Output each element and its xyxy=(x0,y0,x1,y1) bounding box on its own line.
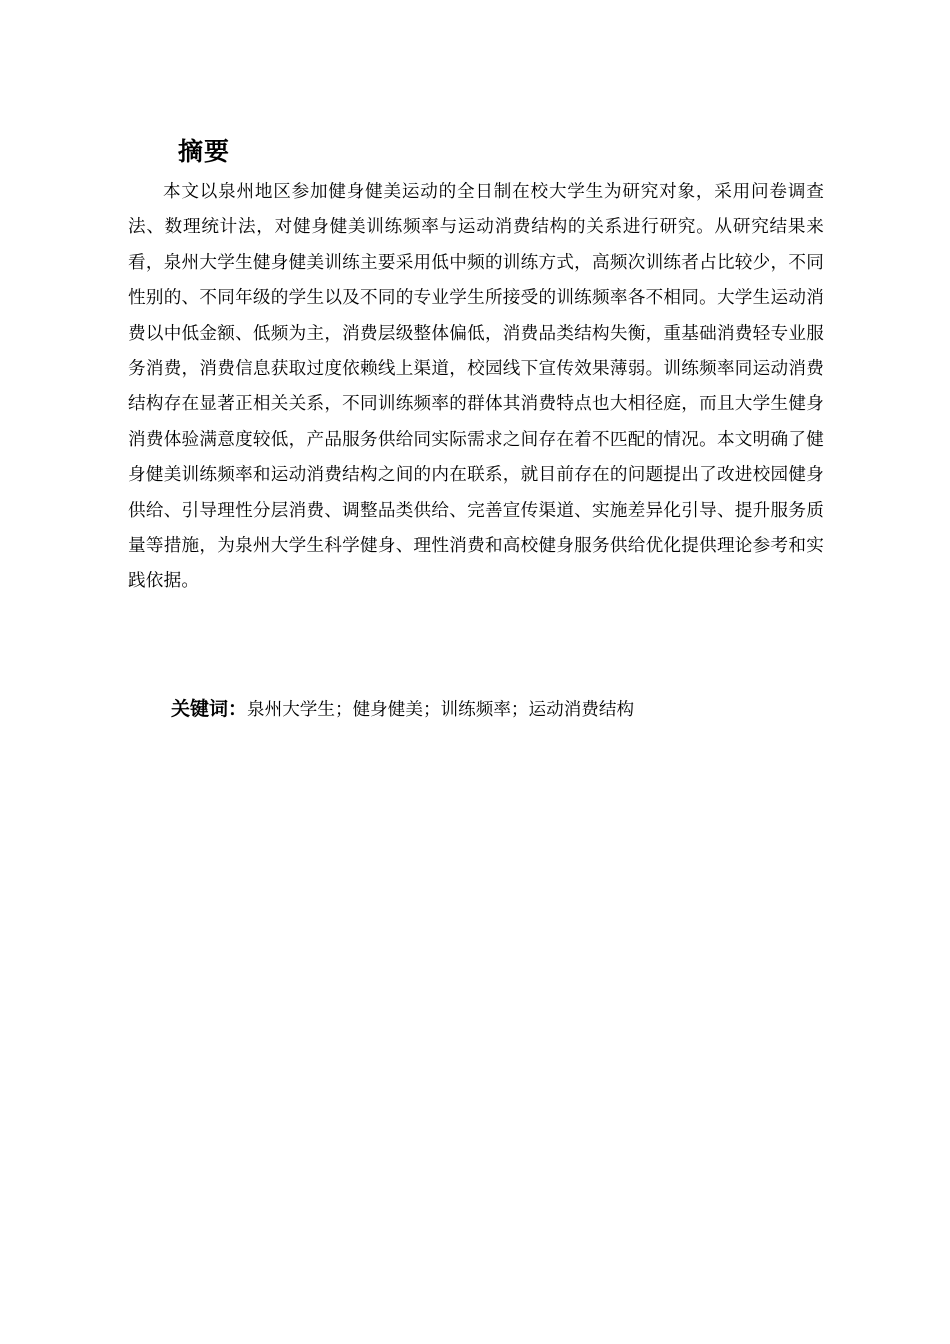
abstract-body: 本文以泉州地区参加健身健美运动的全日制在校大学生为研究对象，采用问卷调查法、数理统计法，对健身健美训练频率与运动消费结构的关系进行研究。从研究结果来看，泉州大学生健身健美训练主要采用低中频的训练方式，高频次训练者占比较少，不同性别的、不同年级的学生以及不同的专业学生所接受的训练频率各不相同。大学生运动消费以中低金额、低频为主，消费层级整体偏低，消费品类结构失衡，重基础消费轻专业服务消费，消费信息获取过度依赖线上渠道，校园线下宣传效果薄弱。训练频率同运动消费结构存在显著正相关关系，不同训练频率的群体其消费特点也大相径庭，而且大学生健身消费体验满意度较低，产品服务供给同实际需求之间存在着不匹配的情况。本文明确了健身健美训练频率和运动消费结构之间的内在联系，就目前存在的问题提出了改进校园健身供给、引导理性分层消费、调整品类供给、完善宣传渠道、实施差异化引导、提升服务质量等措施，为泉州大学生科学健身、理性消费和高校健身服务供给优化提供理论参考和实践依据。 xyxy=(128,182,824,592)
abstract-heading: 摘要 xyxy=(178,137,231,166)
keywords-label: 关键词： xyxy=(171,698,248,720)
keywords-line xyxy=(171,692,634,727)
keywords-items: 泉州大学生；健身健美；训练频率；运动消费结构 xyxy=(247,700,635,720)
